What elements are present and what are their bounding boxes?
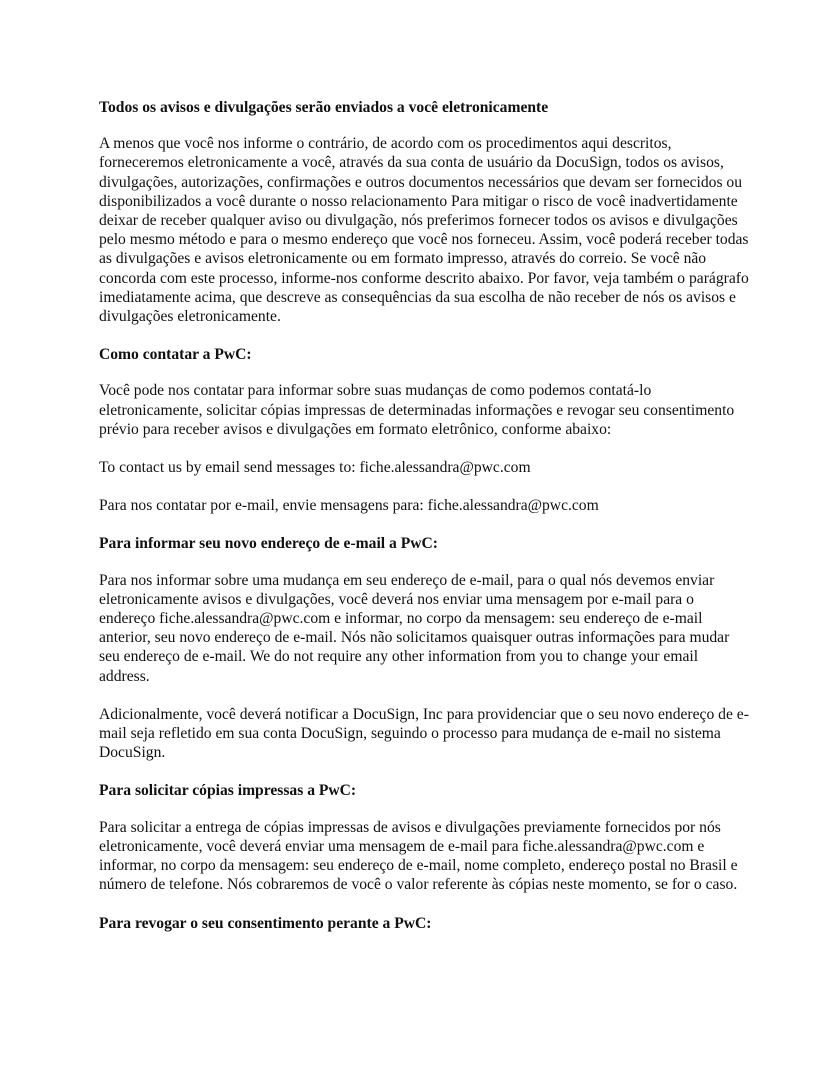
paragraph-contact-email-pt: Para nos contatar por e-mail, envie mensagens para: fiche.alessandra@pwc.com [99,497,599,515]
paragraph-printed-copies: Para solicitar a entrega de cópias impressas de avisos e divulgações previamente fornecidos por nós eletronicamente, você deverá enviar uma mensagem de e-mail para fiche.alessandra@pwc.com e informar, no corpo da mensagem: seu endereço de e-mail, nome completo, endereço postal no Brasil e número de telefone. Nós cobraremos de você o valor referente às cópias neste momento, se for o caso. [99,818,738,894]
document-page [99,98,749,950]
paragraph-contact-email-en: To contact us by email send messages to: fiche.alessandra@pwc.com [99,459,531,477]
section-heading-contact: Como contatar a PwC: [99,346,252,364]
section-heading-electronic-notices: Todos os avisos e divulgações serão enviados a você eletronicamente [99,99,549,116]
paragraph-electronic-notices: A menos que você nos informe o contrário, de acordo com os procedimentos aqui descritos, forneceremos eletronicamente a você, através da sua conta de usuário da DocuSign, todos os avisos, divulgações, autorizações, confirmações e outros documentos necessários que devam ser fornecidos ou disponibilizados a você durante o nosso relacionamento Para mitigar o risco de você inadvertidamente deixar de receber qualquer aviso ou divulgação, nós preferimos fornecer todos os avisos e divulgações pelo mesmo método e para o mesmo endereço que você nos forneceu. Assim, você poderá receber todas as divulgações e avisos eletronicamente ou em formato impresso, através do correio. Se você não concorda com este processo, informe-nos conforme descrito abaixo. Por favor, veja também o parágrafo imediatamente acima, que descreve as consequências da sua escolha de não receber de nós os avisos e divulgações eletronicamente. [99,135,749,326]
paragraph-docusign-notify: Adicionalmente, você deverá notificar a DocuSign, Inc para providenciar que o seu novo endereço de e-mail seja refletido em sua conta DocuSign, seguindo o processo para mudança de e-mail no sistema DocuSign. [99,705,749,762]
section-heading-revoke-consent: Para revogar o seu consentimento perante a PwC: [99,914,432,932]
section-heading-printed-copies: Para solicitar cópias impressas a PwC: [99,782,357,800]
paragraph-new-email: Para nos informar sobre uma mudança em seu endereço de e-mail, para o qual nós devemos enviar eletronicamente avisos e divulgações, você deverá nos enviar uma mensagem por e-mail para o endereço fiche.alessandra@pwc.com e informar, no corpo da mensagem: seu endereço de e-mail anterior, seu novo endereço de e-mail. Nós não solicitamos quaisquer outras informações para mudar seu endereço de e-mail. We do not require any other information from you to change your email address. [99,571,730,685]
paragraph-contact-intro: Você pode nos contatar para informar sobre suas mudanças de como podemos contatá-lo eletronicamente, solicitar cópias impressas de determinadas informações e revogar seu consentimento prévio para receber avisos e divulgações em formato eletrônico, conforme abaixo: [99,382,735,438]
section-heading-new-email: Para informar seu novo endereço de e-mail a PwC: [99,535,438,553]
